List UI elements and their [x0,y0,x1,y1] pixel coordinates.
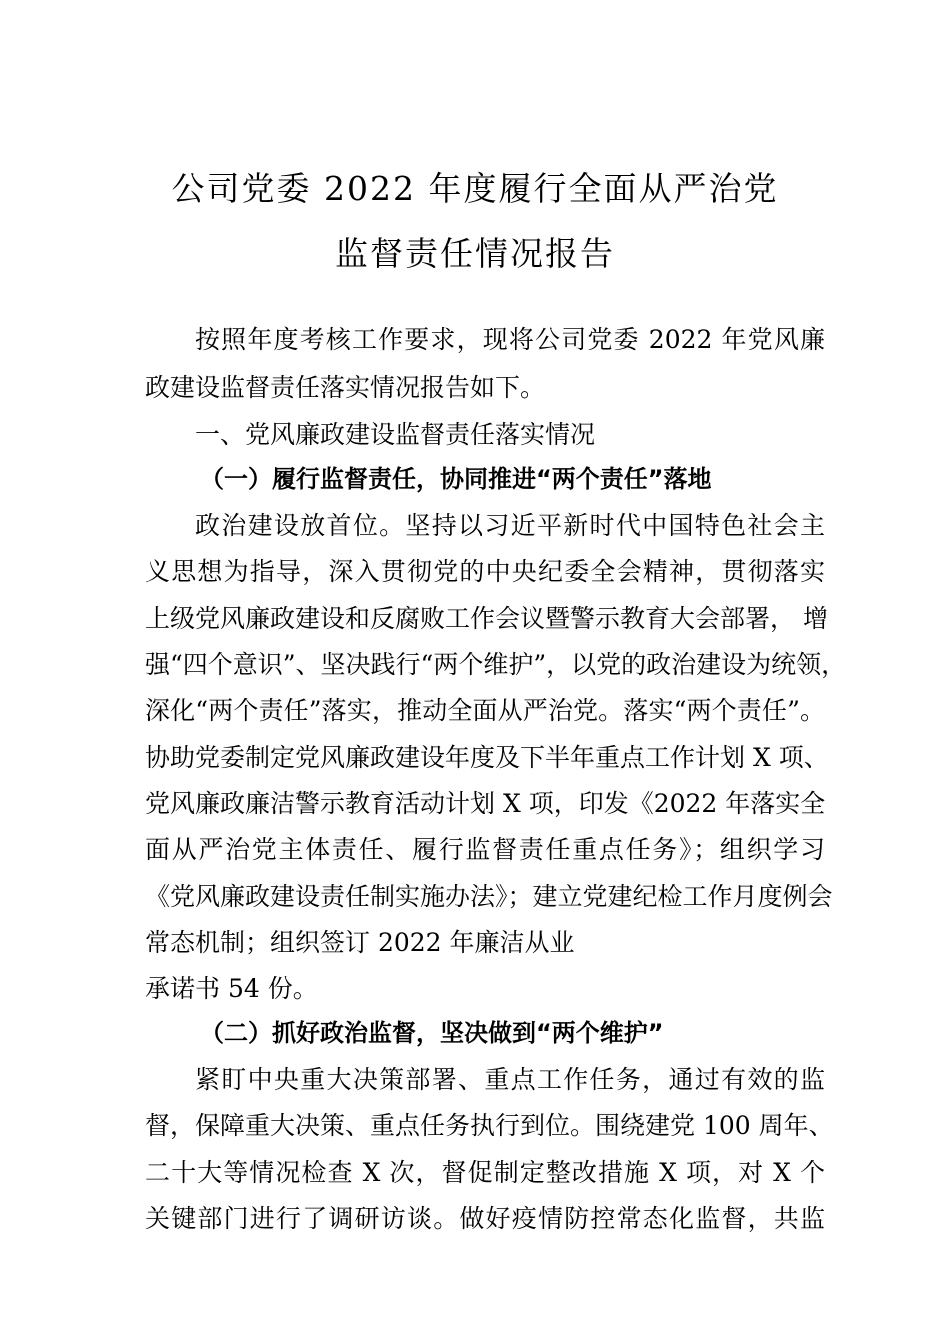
paragraph-line: 政建设监督责任落实情况报告如下。 [145,373,546,402]
subsection-heading: （二）抓好政治监督，坚决做到“两个维护” [200,1019,664,1047]
document-title-line2: 监督责任情况报告 [335,234,615,273]
paragraph-line: 二十大等情况检查 X 次，督促制定整改措施 X 项，对 X 个 [145,1158,825,1187]
paragraph-line: 按照年度考核工作要求，现将公司党委 2022 年党风廉 [195,325,825,354]
paragraph-line: 常态机制；组织签订 2022 年廉洁从业 [145,928,575,957]
paragraph-line: 协助党委制定党风廉政建设年度及下半年重点工作计划 X 项、 [145,743,829,772]
document-title-line1: 公司党委 2022 年度履行全面从严治党 [171,169,779,208]
paragraph-line: 义思想为指导，深入贯彻党的中央纪委全会精神，贯彻落实 [145,557,825,586]
paragraph-line: 面从严治党主体责任、履行监督责任重点任务》；组织学习 [145,835,825,864]
paragraph-line: 紧盯中央重大决策部署、重点工作任务，通过有效的监 [195,1065,825,1094]
paragraph-line: 强“四个意识”、坚决践行“两个维护”，以党的政治建设为统领， [145,650,847,679]
subsection-heading: （一）履行监督责任，协同推进“两个责任”落地 [200,465,712,493]
paragraph-line: 党风廉政廉洁警示教育活动计划 X 项，印发《2022 年落实全 [145,789,826,818]
paragraph-line: 深化“两个责任”落实，推动全面从严治党。落实“两个责任”。 [145,696,825,725]
paragraph-line: 承诺书 54 份。 [145,974,318,1003]
paragraph-line: 政治建设放首位。坚持以习近平新时代中国特色社会主 [195,511,825,540]
section-heading: 一、党风廉政建设监督责任落实情况 [195,420,596,449]
paragraph-line: 关键部门进行了调研访谈。做好疫情防控常态化监督，共监 [145,1204,825,1233]
paragraph-line: 《党风廉政建设责任制实施办法》；建立党建纪检工作月度例会 [145,882,833,911]
paragraph-line: 督，保障重大决策、重点任务执行到位。围绕建党 100 周年、 [145,1111,834,1140]
paragraph-line: 上级党风廉政建设和反腐败工作会议暨警示教育大会部署， 增 [145,604,828,633]
